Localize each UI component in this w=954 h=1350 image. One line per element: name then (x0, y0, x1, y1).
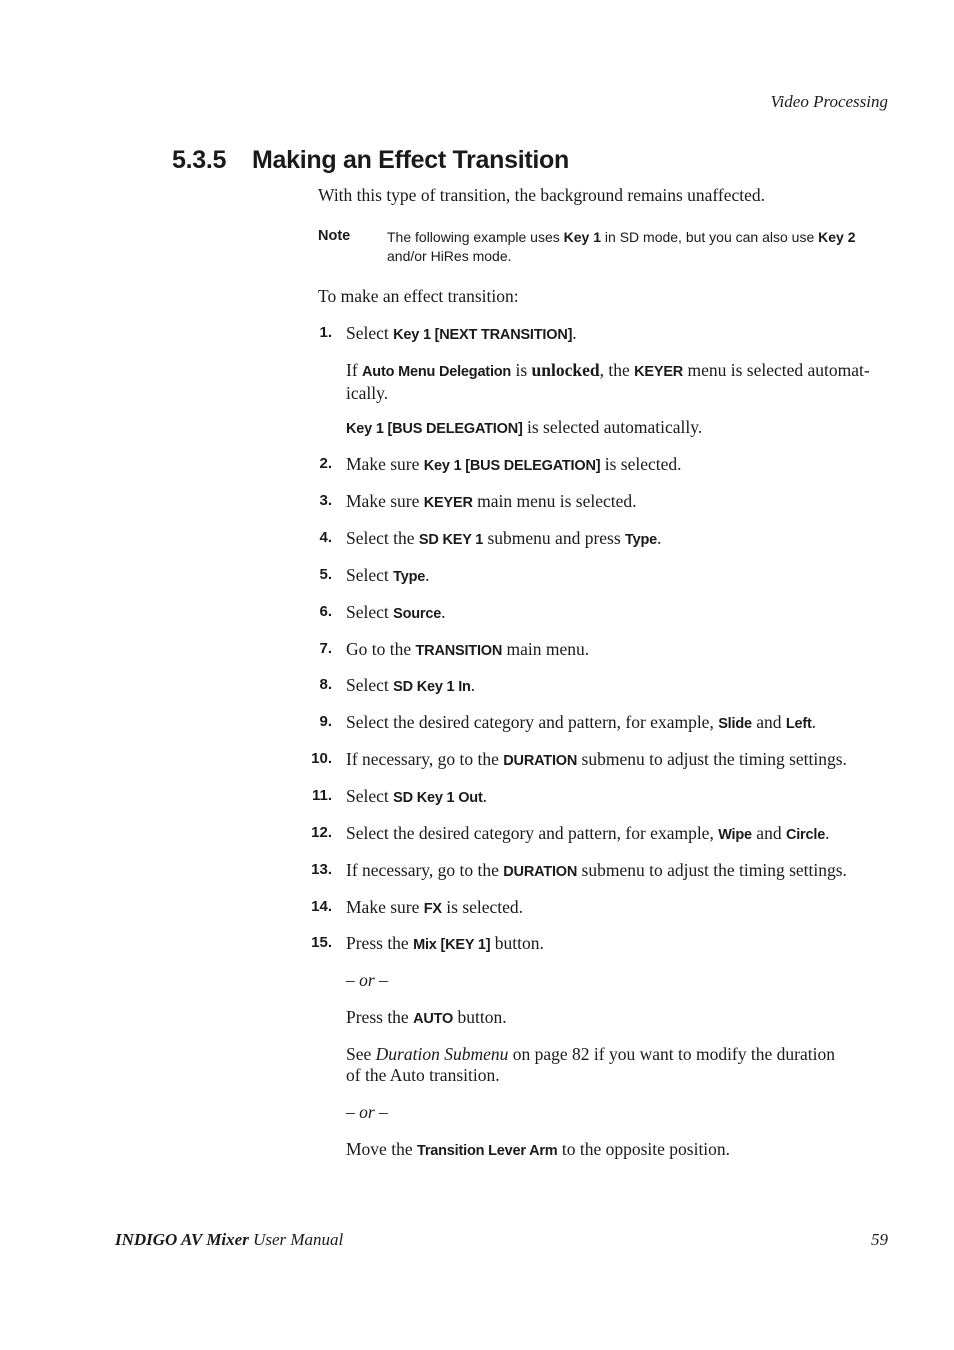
ui-term: Key 1 [NEXT TRANSITION] (393, 327, 573, 343)
step-text: . (470, 675, 476, 695)
step-text: . (441, 602, 446, 622)
running-header: Video Processing (770, 92, 888, 111)
step-text: Select the (346, 528, 419, 548)
value-term: unlocked (531, 360, 600, 380)
or-separator: – or – (346, 1102, 388, 1122)
step-text: Select (346, 786, 394, 806)
step-text: . (482, 786, 487, 806)
text: button. (453, 1007, 507, 1027)
step-1-note (346, 360, 894, 404)
step-text: If necessary, go to the (346, 749, 504, 769)
step-number: 9. (319, 713, 332, 730)
page-number: 59 (871, 1230, 888, 1249)
alt-auto (346, 1007, 894, 1030)
step-number: 2. (319, 455, 332, 472)
text: Press the (346, 1007, 414, 1027)
step-text: Go to the (346, 639, 416, 659)
ui-term: Circle (785, 827, 826, 843)
ui-term: Source (393, 606, 442, 622)
step-number: 12. (311, 824, 332, 841)
note-key2: Key 2 (818, 229, 856, 245)
ui-term: KEYER (634, 364, 684, 380)
section-title-text: Making an Effect Transition (252, 146, 569, 174)
step-text: Select the desired category and pattern, for example, (346, 823, 719, 843)
step-text: Select (346, 323, 394, 343)
ui-term: Slide (718, 716, 752, 732)
step-number: 6. (319, 603, 332, 620)
step-text: Make sure (346, 454, 424, 474)
ui-term: Type (625, 532, 658, 548)
step-text: Select (346, 565, 394, 585)
or-separator: – or – (346, 970, 388, 990)
ui-term: SD KEY 1 (418, 532, 484, 548)
ui-term: Auto Menu Delegation (362, 364, 512, 380)
ui-term: Key 1 [BUS DELEGATION] (346, 421, 523, 437)
step-text: Select (346, 675, 394, 695)
ui-term: Type (393, 569, 426, 585)
step-text: main menu is selected. (472, 491, 637, 511)
step-number: 13. (311, 861, 332, 878)
step-number: 3. (319, 492, 332, 509)
doc-name: User Manual (248, 1230, 344, 1249)
product-name: INDIGO AV Mixer (115, 1230, 249, 1249)
text: on page 82 if you want to modify the duration (508, 1044, 835, 1064)
intro-paragraph: With this type of transition, the background remains unaffected. (318, 185, 766, 205)
text: is (511, 360, 532, 380)
step-text: . (657, 528, 662, 548)
see-reference (346, 1044, 894, 1086)
ui-term: TRANSITION (415, 643, 503, 659)
alt-lever (346, 1139, 894, 1162)
step-text: is selected. (441, 897, 524, 917)
step-text: submenu and press (483, 528, 626, 548)
text: is selected automatically. (522, 417, 703, 437)
lead-paragraph: To make an effect transition: (318, 286, 519, 306)
text: , the (599, 360, 635, 380)
text: If (346, 360, 363, 380)
ui-term: Mix [KEY 1] (413, 937, 491, 953)
step-text: Press the (346, 933, 414, 953)
note-key1: Key 1 (563, 229, 602, 245)
step-text: and (751, 823, 786, 843)
step-text: and (751, 712, 786, 732)
note-text-part: and/or HiRes mode. (387, 248, 512, 264)
cross-reference-link[interactable]: Duration Submenu (375, 1044, 509, 1064)
step-number: 4. (319, 529, 332, 546)
section-number: 5.3.5 (172, 146, 227, 174)
step-number: 10. (311, 750, 332, 767)
ui-term: Left (785, 716, 812, 732)
note-text (387, 228, 887, 266)
step-number: 15. (311, 934, 332, 951)
ui-term: FX (423, 901, 442, 917)
ui-term: Wipe (718, 827, 752, 843)
step-text: . (811, 712, 817, 732)
step-1-note-2 (346, 417, 894, 440)
ui-term: SD Key 1 In (393, 679, 471, 695)
step-text: If necessary, go to the (346, 860, 504, 880)
text: ically. (346, 383, 389, 403)
step-number: 11. (311, 787, 332, 804)
step-number: 1. (319, 324, 332, 341)
step-text: Make sure (346, 491, 424, 511)
note-text-part: The following example uses (387, 229, 564, 245)
ui-term: DURATION (503, 864, 578, 880)
step-text: is selected. (600, 454, 682, 474)
ui-term: Transition Lever Arm (416, 1143, 558, 1159)
step-text: . (425, 565, 430, 585)
text: menu is selected automat- (683, 360, 870, 380)
step-text: submenu to adjust the timing settings. (577, 860, 847, 880)
step-number: 8. (319, 676, 332, 693)
step-number: 7. (319, 640, 332, 657)
step-number: 14. (311, 898, 332, 915)
ui-term: DURATION (503, 753, 578, 769)
step-text: . (572, 323, 577, 343)
text: to the opposite position. (557, 1139, 731, 1159)
step-text: Select the desired category and pattern, for example, (346, 712, 719, 732)
note-label: Note (318, 228, 351, 244)
step-text: Make sure (346, 897, 424, 917)
text: See (346, 1044, 376, 1064)
step-text: submenu to adjust the timing settings. (577, 749, 847, 769)
section-title (172, 146, 569, 175)
step-number: 5. (319, 566, 332, 583)
footer-title (115, 1230, 343, 1250)
text: of the Auto transition. (346, 1065, 500, 1085)
step-text: . (825, 823, 830, 843)
note-text-part: in SD mode, but you can also use (601, 229, 819, 245)
ui-term: Key 1 [BUS DELEGATION] (423, 458, 601, 474)
step-text: main menu. (502, 639, 590, 659)
ui-term: AUTO (413, 1011, 454, 1027)
step-text: Select (346, 602, 394, 622)
step-text: button. (490, 933, 544, 953)
ui-term: SD Key 1 Out (393, 790, 483, 806)
ui-term: KEYER (423, 495, 473, 511)
text: Move the (346, 1139, 417, 1159)
